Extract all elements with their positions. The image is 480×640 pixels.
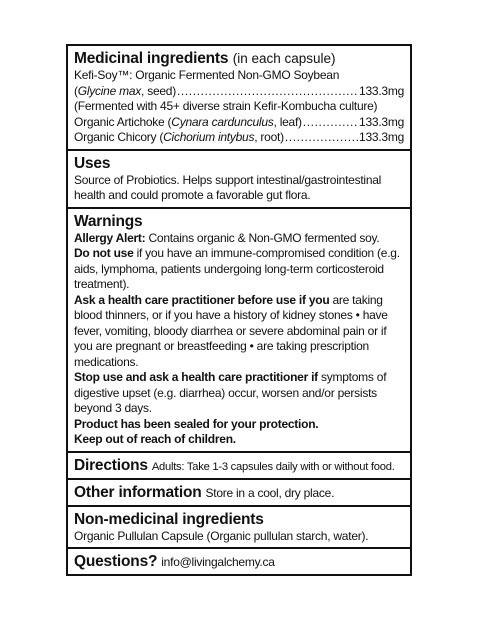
ingredient-kefisoy-row: (Glycine max, seed) ..... 133.3mg [74,84,404,100]
directions-section [68,453,410,480]
warnings-section [68,209,410,453]
other-information-text: Store in a cool, dry place. [205,485,335,500]
non-medicinal-text: Organic Pullulan Capsule (Organic pullulan starch, water). [74,528,369,543]
uses-section [68,151,410,209]
warning-keep-out: Keep out of reach of children. [74,432,236,446]
warning-ask-practitioner: Ask a health care practitioner before use if you are taking blood thinners, or if you have a history of kidney stones • have fever, vomiting, bloody diarrhea or severe abdominal pain or if you are pregnant or breastfeeding • are taking prescription medications. [74,292,388,369]
warnings-heading: Warnings [74,212,143,230]
questions-email[interactable]: info@livingalchemy.ca [161,555,275,569]
ingredient-chicory-amount: 133.3mg [359,130,404,144]
warning-allergy: Allergy Alert: Contains organic & Non-GMO fermented soy. [74,230,380,245]
ingredient-chicory-row: Organic Chicory (Cichorium intybus, root) ..... 133.3mg [74,130,404,146]
warning-stop-use: Stop use and ask a health care practitioner if symptoms of digestive upset (e.g. diarrhea) occur, worsen and/or persists beyond 3 days. [74,370,387,415]
medicinal-ingredients-header [74,49,404,68]
directions-heading: Directions [74,456,148,474]
warning-do-not-use: Do not use if you have an immune-compromised condition (e.g. aids, lymphoma, patients undergoing long-term corticosteroid treatment). [74,246,400,291]
dot-leader [303,115,358,131]
latin-name-cichorium: Cichorium intybus [163,130,255,144]
non-medicinal-heading: Non-medicinal ingredients [74,510,264,528]
medicinal-ingredients-subheading: (in each capsule) [232,51,336,66]
latin-name-glycine: Glycine max [77,83,142,98]
uses-heading: Uses [74,154,111,172]
non-medicinal-section [68,507,410,550]
latin-name-cynara: Cynara cardunculus [171,114,274,129]
medicinal-ingredients-section [68,46,410,151]
ingredient-artichoke-amount: 133.3mg [359,114,404,129]
directions-text: Adults: Take 1-3 capsules daily with or without food. [151,460,395,473]
ingredient-kefisoy-note: (Fermented with 45+ diverse strain Kefir-Kombucha culture) [74,99,378,113]
ingredient-artichoke-row: Organic Artichoke (Cynara cardunculus, leaf) ..... 133.3mg [74,115,404,131]
other-information-section [68,480,410,507]
questions-heading: Questions? [74,553,158,570]
warning-sealed: Product has been sealed for your protection. [74,416,319,431]
ingredient-kefisoy-name: Kefi-Soy™: Organic Fermented Non-GMO Soybean [74,68,340,82]
supplement-facts-label [66,44,412,576]
other-information-heading: Other information [74,483,202,501]
dot-leader [285,130,358,146]
uses-text: Source of Probiotics. Helps support intestinal/gastrointestinal health and could promote a favorable gut flora. [74,172,382,202]
ingredient-kefisoy-amount: 133.3mg [359,83,404,98]
medicinal-ingredients-heading: Medicinal ingredients [74,50,229,67]
dot-leader [177,84,358,100]
questions-section [68,549,410,574]
